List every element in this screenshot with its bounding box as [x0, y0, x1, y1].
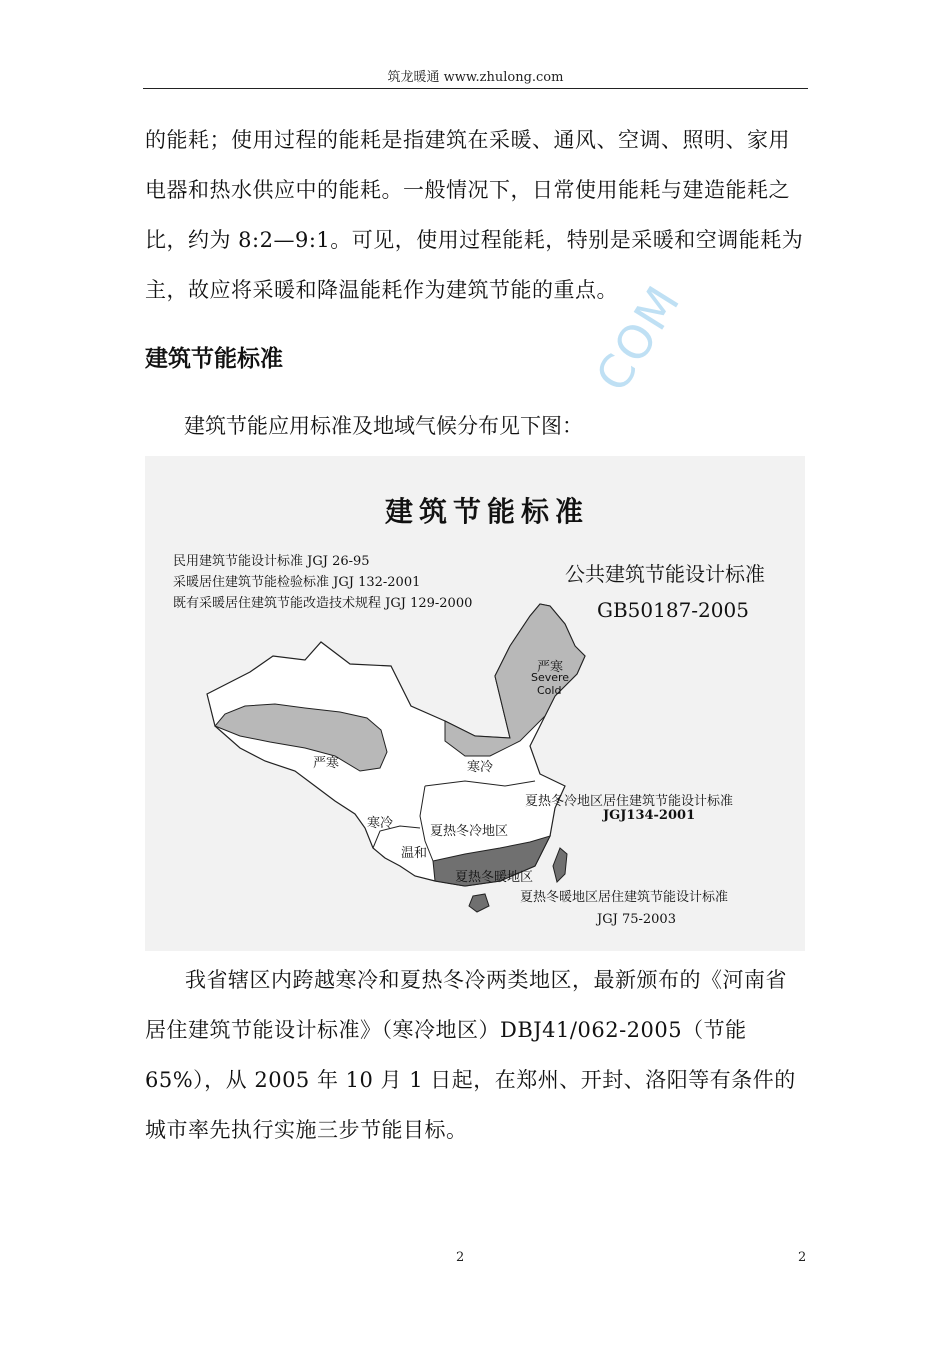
residential-standard-3: 既有采暖居住建筑节能改造技术规程 JGJ 129-2000	[173, 596, 473, 611]
watermark: COM	[585, 275, 692, 401]
paragraph-henan-text: 我省辖区内跨越寒冷和夏热冬冷两类地区，最新颁布的《河南省居住建筑节能设计标准》（寒冷地区）DBJ41/062-2005（节能 65%），从 2005 年 10 月 1 日起，在郑州、开封、洛阳等有条件的城市率先执行实施三步节能目标。	[145, 968, 796, 1142]
residential-standard-1: 民用建筑节能设计标准 JGJ 26-95	[173, 554, 370, 569]
label-cold-west: 寒冷	[367, 816, 394, 831]
region-taiwan	[553, 848, 567, 882]
page-header: 筑龙暖通 www.zhulong.com	[387, 70, 564, 85]
label-hscw: 夏热冬冷地区	[430, 824, 509, 839]
label-mild: 温和	[401, 846, 428, 861]
label-cold-north: 寒冷	[467, 760, 494, 775]
label-severe-cold-ne: 严寒	[537, 660, 564, 675]
public-standard-code: GB50187-2005	[597, 598, 749, 622]
header-divider	[143, 88, 808, 89]
region-hainan	[469, 894, 489, 912]
climate-zone-map-figure	[145, 456, 805, 951]
page-number-center: 2	[456, 1250, 465, 1265]
label-severe-cold-nw: 严寒	[313, 756, 340, 771]
hscw-standard-name: 夏热冬冷地区居住建筑节能设计标准	[525, 794, 734, 809]
residential-standard-2: 采暖居住建筑节能检验标准 JGJ 132-2001	[173, 575, 421, 590]
page-number-right: 2	[798, 1250, 807, 1265]
label-hsww: 夏热冬暖地区	[455, 870, 534, 885]
section-heading: 建筑节能标准	[145, 346, 283, 372]
hsww-standard-name: 夏热冬暖地区居住建筑节能设计标准	[520, 890, 729, 905]
paragraph-energy-use: 的能耗；使用过程的能耗是指建筑在采暖、通风、空调、照明、家用电器和热水供应中的能耗。一般情况下，日常使用能耗与建造能耗之比，约为 8:2—9:1。可见，使用过程能耗，特别是采暖和空调能耗为主，故应将采暖和降温能耗作为建筑节能的重点。	[145, 128, 804, 302]
public-standard-name: 公共建筑节能设计标准	[565, 562, 765, 586]
paragraph-henan-standard	[145, 955, 807, 1155]
label-severe-en-1: Severe	[531, 671, 570, 684]
figure-title: 建筑节能标准	[385, 495, 590, 528]
label-severe-en-2: Cold	[537, 684, 562, 697]
hscw-standard-code: JGJ134-2001	[603, 808, 696, 823]
hsww-standard-code: JGJ 75-2003	[597, 912, 676, 927]
figure-intro: 建筑节能应用标准及地域气候分布见下图：	[184, 414, 583, 438]
